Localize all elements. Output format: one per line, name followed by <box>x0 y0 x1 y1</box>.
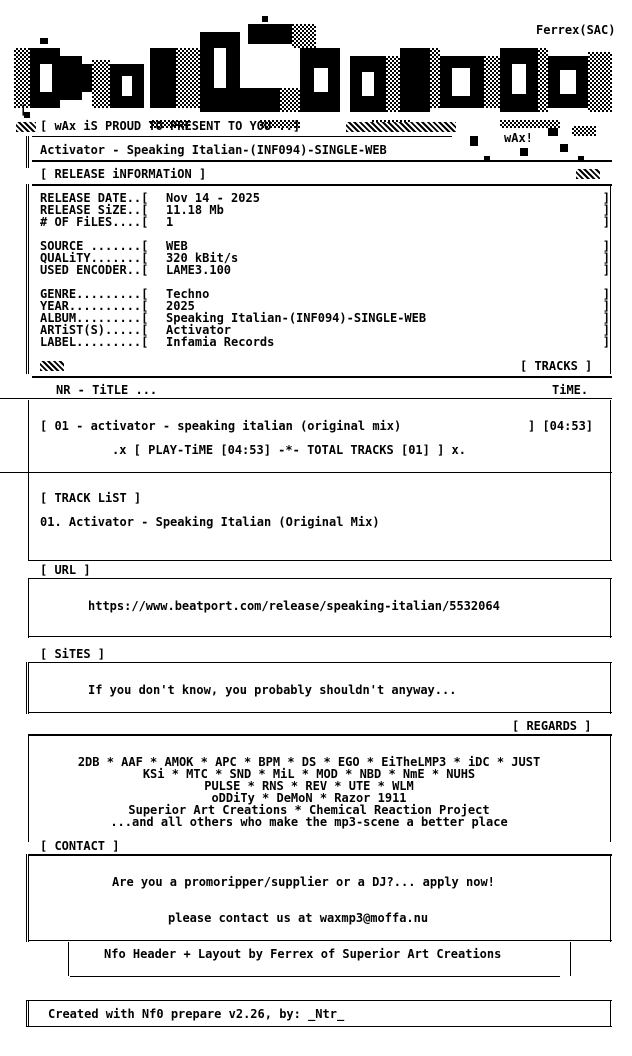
release-title: Activator - Speaking Italian-(INF094)-SINGLE-WEB <box>40 143 387 157</box>
section-url: [ URL ] <box>40 563 91 577</box>
section-sites: [ SiTES ] <box>40 647 106 661</box>
frame-right <box>610 854 611 942</box>
info-row: SOURCE .......[ WEB ] <box>40 239 610 253</box>
info-row: ALBUM.........[ Speaking Italian-(INF094)-SINGLE-WEB ] <box>40 311 610 325</box>
rule <box>26 1026 612 1027</box>
track-line: [ 01 - activator - speaking italian (original mix) <box>40 419 402 433</box>
column-title: NR - TiTLE ... <box>56 383 158 397</box>
regards-line: PULSE * RNS * REV * UTE * WLM <box>204 779 414 793</box>
rule <box>28 734 612 736</box>
regards-line: 2DB * AAF * AMOK * APC * BPM * DS * EGO * EiTheLMP3 * iDC * JUST <box>77 755 541 769</box>
created-with: Created with Nf0 prepare v2.26, by: _Ntr_ <box>48 1007 345 1021</box>
release-url[interactable]: https://www.beatport.com/release/speaking-italian/5532064 <box>88 599 500 613</box>
regards-line: KSi * MTC * SND * MiL * MOD * NBD * NmE * NUHS <box>142 767 476 781</box>
frame-left <box>26 184 29 374</box>
regards-line: ...and all others who make the mp3-scene a better place <box>110 815 508 829</box>
info-row: YEAR..........[ 2025 ] <box>40 299 610 313</box>
section-release-info: [ RELEASE iNFORMATiON ] <box>40 167 207 181</box>
info-row: GENRE.........[ Techno ] <box>40 287 610 301</box>
rule <box>28 636 612 637</box>
frame-right <box>570 942 571 976</box>
column-time: TiME. <box>552 383 589 397</box>
frame-right <box>610 578 611 638</box>
sites-text: If you don't know, you probably shouldn't anyway... <box>88 683 457 697</box>
info-row: ARTiST(S).....[ Activator ] <box>40 323 610 337</box>
info-row: RELEASE SiZE..[ 11.18 Mb ] <box>40 203 610 217</box>
rule <box>28 662 612 663</box>
track-list-item: 01. Activator - Speaking Italian (Original Mix) <box>40 515 380 529</box>
rule <box>32 376 612 378</box>
contact-apply: Are you a promoripper/supplier or a DJ?... apply now! <box>112 875 495 889</box>
rule <box>32 160 612 162</box>
frame-left <box>26 662 29 714</box>
frame-right <box>610 400 611 472</box>
regards-line: oDDiTy * DeMoN * Razor 1911 <box>211 791 407 805</box>
hatch-accent <box>40 361 64 371</box>
info-row: RELEASE DATE..[ Nov 14 - 2025 ] <box>40 191 610 205</box>
frame-left <box>28 578 29 638</box>
regards-line: Superior Art Creations * Chemical Reaction Project <box>128 803 490 817</box>
rule <box>28 940 612 941</box>
signature: Ferrex(SAC) <box>536 23 616 37</box>
hatch-accent <box>576 169 600 179</box>
presents-hatch-left <box>16 122 36 132</box>
rule <box>32 136 452 137</box>
frame-left <box>28 400 29 472</box>
frame-left <box>68 942 69 976</box>
info-row: QUALiTY.......[ 320 kBit/s ] <box>40 251 610 265</box>
contact-email[interactable]: please contact us at waxmp3@moffa.nu <box>168 911 429 925</box>
rule <box>0 398 612 399</box>
frame-right <box>610 662 611 714</box>
frame-right <box>610 184 611 374</box>
rule <box>70 976 560 977</box>
rule <box>28 854 612 856</box>
section-regards: [ REGARDS ] <box>512 719 592 733</box>
frame-left <box>26 854 29 942</box>
track-time: ] [04:53] <box>528 419 594 433</box>
rule <box>26 1000 612 1001</box>
wax-tag: wAx! <box>504 131 533 145</box>
frame-left <box>26 1000 29 1026</box>
layout-credit: Nfo Header + Layout by Ferrex of Superior Art Creations <box>104 947 502 961</box>
rule <box>28 560 612 561</box>
frame-right <box>610 472 611 560</box>
section-tracks: [ TRACKS ] <box>520 359 593 373</box>
info-row: # OF FiLES....[ 1 ] <box>40 215 610 229</box>
rule <box>28 578 612 579</box>
presents-hatch-right <box>346 122 456 132</box>
rule <box>32 184 612 186</box>
play-time-summary: .x [ PLAY-TiME [04:53] -*- TOTAL TRACKS [01] ] x. <box>112 443 467 457</box>
bracket-mark: [ <box>20 103 28 117</box>
section-contact: [ CONTACT ] <box>40 839 120 853</box>
section-track-list: [ TRACK LiST ] <box>40 491 142 505</box>
presents-text: [ wAx iS PROUD TO PRESENT TO YOU ..] <box>40 119 301 133</box>
info-row: USED ENCODER..[ LAME3.100 ] <box>40 263 610 277</box>
info-row: LABEL.........[ Infamia Records ] <box>40 335 610 349</box>
frame-left <box>28 472 29 560</box>
frame-right <box>610 1000 611 1026</box>
rule <box>28 712 612 713</box>
rule <box>0 472 612 473</box>
frame-left <box>26 136 29 168</box>
